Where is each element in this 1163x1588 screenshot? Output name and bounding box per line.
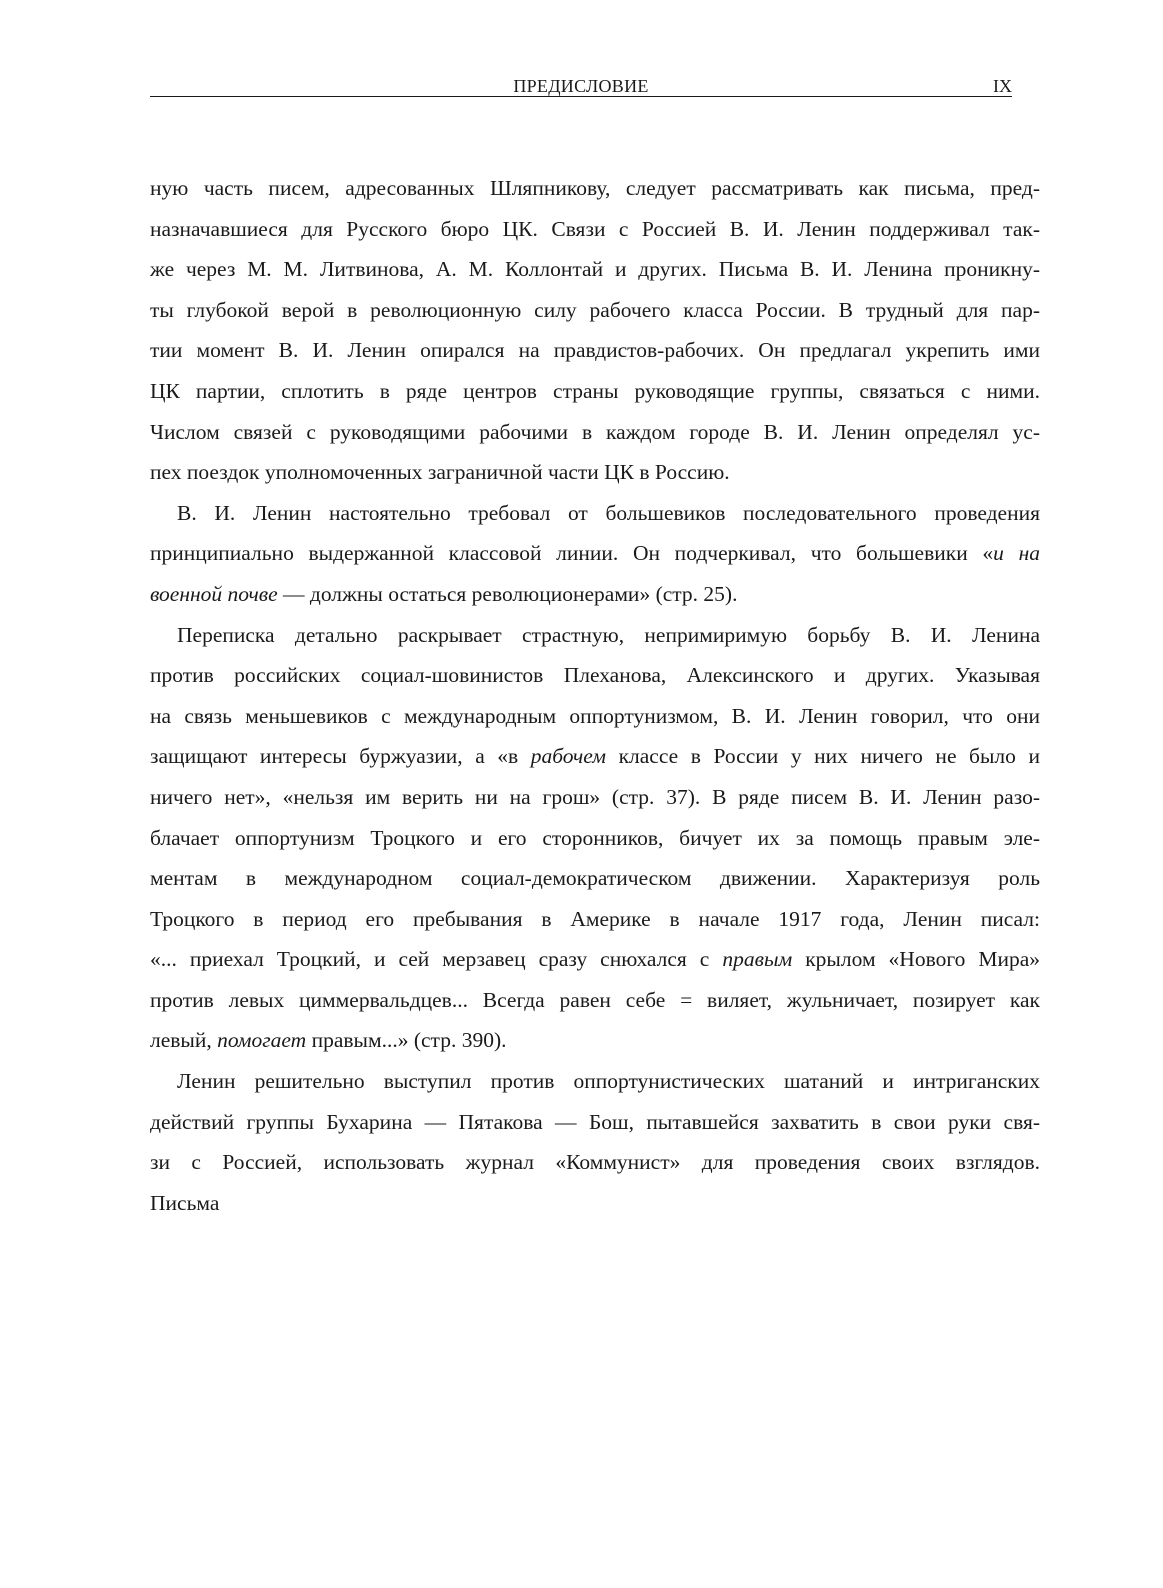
italic-run: военной почве	[150, 581, 278, 606]
text-line: ЦК партии, сплотить в ряде центров страны руководящие группы, связаться с ними.	[150, 378, 1040, 403]
text-line: действий группы Бухарина — Пятакова — Бош, пытавшейся захватить в свои руки свя-	[150, 1109, 1040, 1134]
text-line: же через М. М. Литвинова, А. М. Коллонтай и других. Письма В. И. Ленина проникну-	[150, 257, 1040, 282]
text-line	[150, 574, 1040, 615]
text-line	[150, 1020, 1040, 1061]
text-run: классе в России у них ничего не было и	[606, 744, 1040, 769]
text-line: Письма	[150, 1190, 220, 1215]
running-header	[150, 76, 1012, 97]
text-line: Переписка детально раскрывает страстную, непримиримую борьбу В. И. Ленина	[177, 622, 1040, 647]
paragraph-4	[150, 1061, 1040, 1223]
italic-run: рабочем	[530, 744, 606, 769]
text-line: на связь меньшевиков с международным оппортунизмом, В. И. Ленин говорил, что они	[150, 703, 1040, 728]
text-line: ную часть писем, адресованных Шляпникову, следует рассматривать как письма, пред-	[150, 176, 1040, 200]
book-page	[150, 0, 1040, 1588]
text-line: Числом связей с руководящими рабочими в каждом городе В. И. Ленин определял ус-	[150, 419, 1040, 444]
page-number: IX	[993, 76, 1012, 96]
italic-run: помогает	[217, 1028, 307, 1053]
text-line: против российских социал-шовинистов Плеханова, Алексинского и других. Указывая	[150, 663, 1040, 688]
text-run: защищают интересы буржуазии, а «в	[150, 744, 531, 769]
text-line: тии момент В. И. Ленин опирался на правдистов-рабочих. Он предлагал укрепить ими	[150, 338, 1040, 363]
text-line: Ленин решительно выступил против оппортунистических шатаний и интриганских	[177, 1069, 1040, 1094]
text-line: назначавшиеся для Русского бюро ЦК. Связи с Россией В. И. Ленин поддерживал так-	[150, 216, 1040, 241]
text-run: «... приехал Троцкий, и сей мерзавец сразу снюхался с	[150, 947, 723, 972]
text-run: — должны остаться революционерами» (стр. 25).	[277, 581, 738, 606]
text-line: ментам в международном социал-демократическом движении. Характеризуя роль	[150, 866, 1040, 891]
text-line	[150, 533, 1040, 574]
running-title: ПРЕДИСЛОВИЕ	[513, 76, 649, 96]
text-run: принципиально выдержанной классовой линии. Он подчеркивал, что большевики «	[150, 541, 994, 566]
text-line: против левых циммервальдцев... Всегда равен себе = виляет, жульничает, позирует как	[150, 987, 1040, 1012]
italic-run: правым	[722, 947, 793, 972]
text-line: блачает оппортунизм Троцкого и его сторонников, бичует их за помощь правым эле-	[150, 825, 1040, 850]
paragraph-1	[150, 168, 1040, 493]
text-line	[150, 939, 1040, 980]
italic-run: и на	[993, 541, 1040, 566]
text-line	[150, 736, 1040, 777]
text-line: В. И. Ленин настоятельно требовал от большевиков последовательного проведения	[177, 500, 1040, 525]
text-line: Троцкого в период его пребывания в Америке в начале 1917 года, Ленин писал:	[150, 906, 1040, 931]
text-line: ничего нет», «нельзя им верить ни на грош» (стр. 37). В ряде писем В. И. Ленин разо-	[150, 784, 1040, 809]
body-text	[150, 168, 1040, 1223]
text-run: правым...» (стр. 390).	[306, 1028, 507, 1053]
text-run: крылом «Нового Мира»	[792, 947, 1041, 972]
text-line: пех поездок уполномоченных заграничной части ЦК в Россию.	[150, 460, 730, 485]
text-line: ты глубокой верой в революционную силу рабочего класса России. В трудный для пар-	[150, 297, 1040, 322]
text-line: зи с Россией, использовать журнал «Коммунист» для проведения своих взглядов.	[150, 1150, 1040, 1175]
paragraph-3	[150, 615, 1040, 1062]
paragraph-2	[150, 493, 1040, 615]
text-run: левый,	[150, 1028, 218, 1053]
